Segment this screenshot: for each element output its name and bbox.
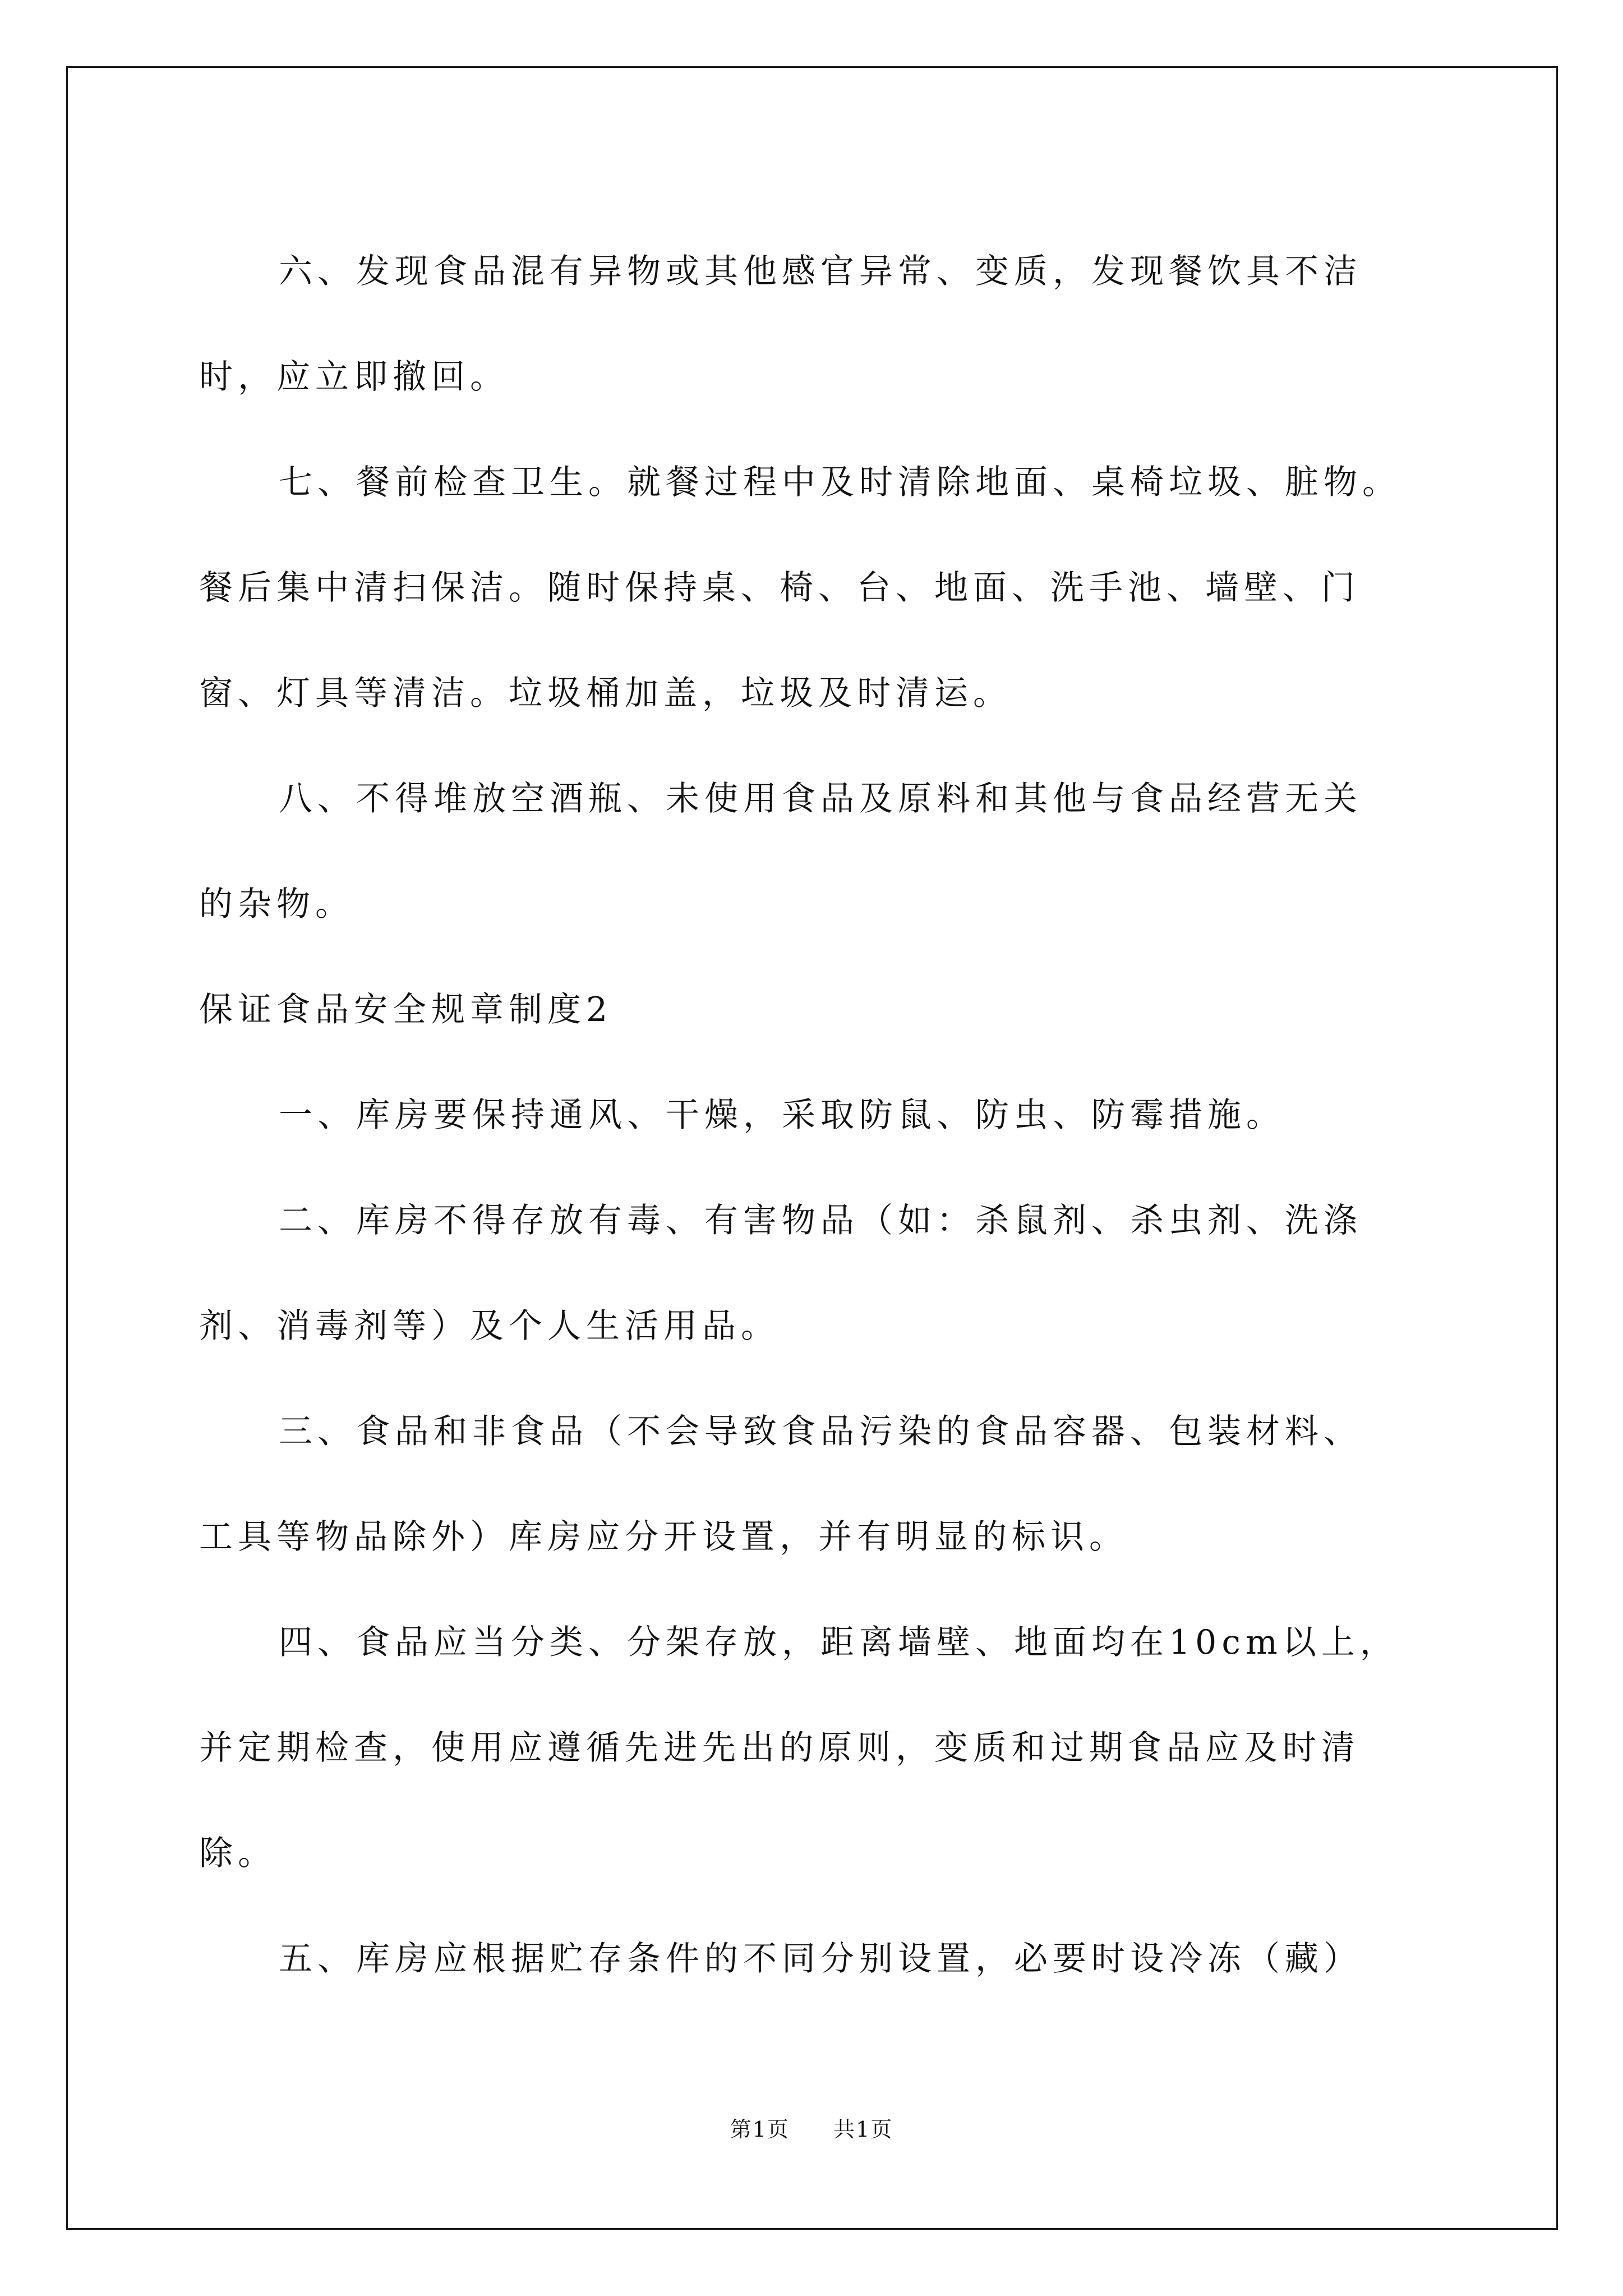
page-number: 第1页: [730, 2117, 790, 2142]
page-total: 共1页: [833, 2117, 893, 2142]
paragraph-line: 剂、消毒剂等）及个人生活用品。: [199, 1306, 780, 1346]
page-footer: [0, 2112, 1623, 2143]
paragraph-line: 并定期检查，使用应遵循先进先出的原则，变质和过期食品应及时清: [199, 1728, 1360, 1768]
paragraph-line: 七、餐前检查卫生。就餐过程中及时清除地面、桌椅垃圾、脏物。: [279, 463, 1401, 502]
paragraph-line: 餐后集中清扫保洁。随时保持桌、椅、台、地面、洗手池、墙壁、门: [199, 568, 1360, 608]
paragraph-line: 工具等物品除外）库房应分开设置，并有明显的标识。: [199, 1517, 1128, 1557]
paragraph-line: 八、不得堆放空酒瓶、未使用食品及原料和其他与食品经营无关: [279, 779, 1362, 818]
paragraph-line: 二、库房不得存放有毒、有害物品（如：杀鼠剂、杀虫剂、洗涤: [279, 1201, 1362, 1240]
paragraph-line: 一、库房要保持通风、干燥，采取防鼠、防虫、防霉措施。: [279, 1096, 1285, 1135]
paragraph-line: 除。: [199, 1834, 276, 1873]
paragraph-line: 五、库房应根据贮存条件的不同分别设置，必要时设冷冻（藏）: [279, 1939, 1362, 1978]
section-heading: 保证食品安全规章制度2: [199, 990, 613, 1029]
paragraph-line: 四、食品应当分类、分架存放，距离墙壁、地面均在10cm以上，: [279, 1623, 1399, 1662]
paragraph-line: 时，应立即撤回。: [199, 357, 509, 397]
paragraph-line: 六、发现食品混有异物或其他感官异常、变质，发现餐饮具不洁: [279, 252, 1362, 291]
document-body: [199, 219, 1438, 2012]
paragraph-line: 三、食品和非食品（不会导致食品污染的食品容器、包装材料、: [279, 1412, 1362, 1451]
paragraph-line: 的杂物。: [199, 885, 354, 924]
paragraph-line: 窗、灯具等清洁。垃圾桶加盖，垃圾及时清运。: [199, 674, 1012, 713]
